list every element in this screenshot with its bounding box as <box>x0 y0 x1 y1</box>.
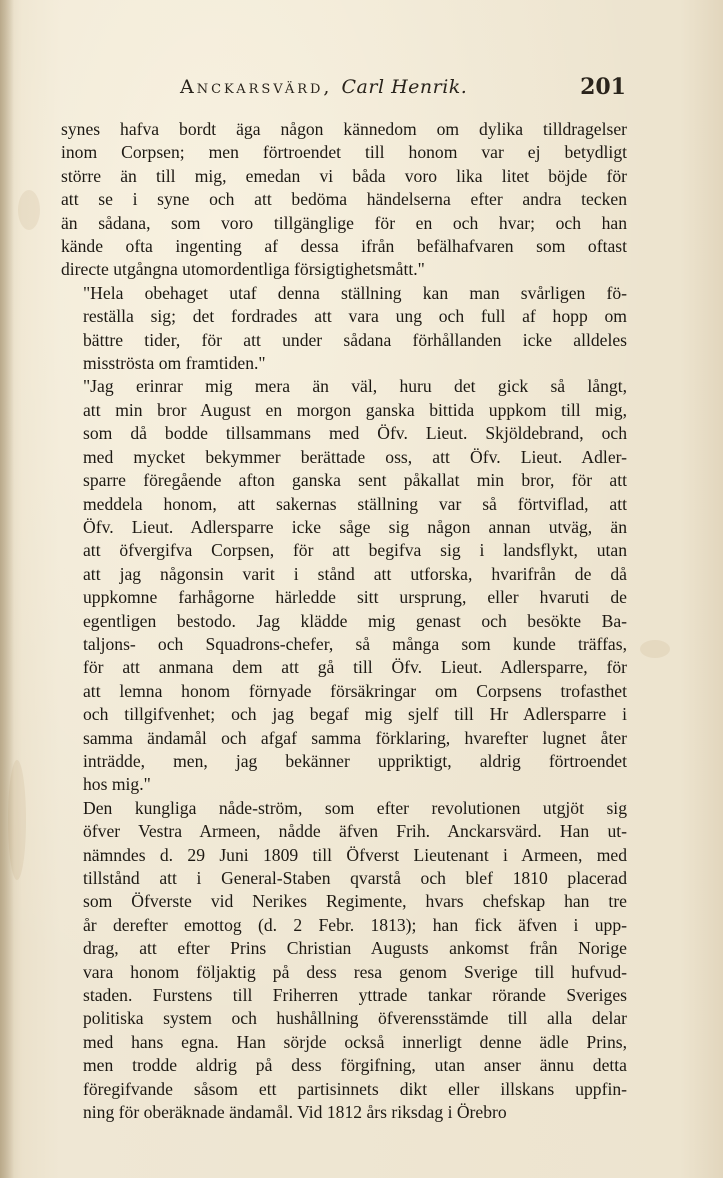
text-line: reställa sig; det fordrades att vara ung och full af hopp om <box>83 306 627 327</box>
text-line: föregifvande såsom ett partisinnets dikt eller illskans uppfin- <box>83 1078 627 1099</box>
text-line: öfver Vestra Armeen, nådde äfven Frih. Anckarsvärd. Han ut- <box>83 821 627 842</box>
text-line: uppkomne farhågorne härledde sitt ursprung, eller hvaruti de <box>83 587 627 608</box>
text-line: nämndes d. 29 Juni 1809 till Öfverst Lieutenant i Armeen, med <box>83 844 627 865</box>
text-line: men trodde aldrig på dess förgifning, utan anser ännu detta <box>83 1055 627 1076</box>
text-line: större än till mig, emedan vi båda voro lika litet böjde för <box>61 165 627 186</box>
text-line: sparre föregående afton ganska sent påkallat min bror, för att <box>83 470 627 491</box>
text-line: att jag någonsin varit i stånd att utforska, hvarifrån de då <box>83 563 627 584</box>
text-line: att min bror August en morgon ganska bittida uppkom till mig, <box>83 399 627 420</box>
paragraph <box>61 118 627 282</box>
text-line: som då bodde tillsammans med Öfv. Lieut. Skjöldebrand, och <box>83 423 627 444</box>
text-line: kände ofta ingenting af dessa ifrån befälhafvaren som oftast <box>61 236 627 257</box>
text-line: vara honom följaktig på dess resa genom Sverige till hufvud- <box>83 961 627 982</box>
paper-stain <box>640 640 670 658</box>
running-head-name: Anckarsvärd, <box>180 76 333 98</box>
text-line: med mycket bekymmer berättade oss, att Öfv. Lieut. Adler- <box>83 446 627 467</box>
body-text <box>61 118 627 1124</box>
text-line: misströsta om framtiden." <box>83 353 266 374</box>
text-line: inom Corpsen; men förtroendet till honom var ej betydligt <box>61 142 627 163</box>
text-line: att öfvergifva Corpsen, för att begifva sig i landsflykt, utan <box>83 540 627 561</box>
text-line: inträdde, men, jag bekänner uppriktigt, aldrig förtroendet <box>83 750 627 771</box>
text-line: bättre tider, för att under sådana förhållanden icke alldeles <box>83 329 627 350</box>
text-line: och tillgifvenhet; och jag begaf mig sjelf till Hr Adlersparre i <box>83 704 627 725</box>
text-line: än sådana, som voro tillgänglige för en och hvar; och han <box>61 212 627 233</box>
text-line: staden. Furstens till Friherren yttrade tankar rörande Sveriges <box>83 985 627 1006</box>
text-line: samma ändamål och afgaf samma förklaring, hvarefter lugnet åter <box>83 727 627 748</box>
paper-stain <box>18 190 40 230</box>
running-head <box>180 76 467 98</box>
text-line: drag, att efter Prins Christian Augusts ankomst från Norige <box>83 938 627 959</box>
text-line: "Jag erinrar mig mera än väl, huru det gick så långt, <box>83 376 627 397</box>
text-line: meddela honom, att sakernas ställning var så förtviflad, att <box>83 493 627 514</box>
text-line: tillstånd att i General-Staben qvarstå och blef 1810 placerad <box>83 868 627 888</box>
text-line: att lemna honom förnyade försäkringar om Corpsens trofasthet <box>83 680 627 701</box>
text-line: directe utgångna utomordentliga försigtighetsmått." <box>61 259 425 280</box>
text-line: för att anmana dem att gå till Öfv. Lieut. Adlersparre, för <box>83 657 627 678</box>
paragraph <box>61 375 627 796</box>
running-head-given-names: Carl Henrik. <box>341 76 468 98</box>
text-line: synes hafva bordt äga någon kännedom om dylika tilldragelser <box>61 119 627 139</box>
text-line: taljons- och Squadrons-chefer, så många som kunde träffas, <box>83 633 627 654</box>
text-line: Öfv. Lieut. Adlersparre icke såge sig någon annan utväg, än <box>83 516 627 537</box>
text-line: med hans egna. Han sörjde också innerligt denne ädle Prins, <box>83 1031 627 1052</box>
text-line: politiska system och hushållning öfverensstämde till alla delar <box>83 1008 627 1029</box>
text-line: att se i syne och att bedöma händelserna efter andra tecken <box>61 189 627 210</box>
text-line: "Hela obehaget utaf denna ställning kan man svårligen fö- <box>83 282 627 303</box>
binding-shadow <box>0 0 14 1178</box>
text-line: år derefter emottog (d. 2 Febr. 1813); han fick äfven i upp- <box>83 914 627 935</box>
page-number: 201 <box>580 74 626 100</box>
text-line: egentligen bestodo. Jag klädde mig genast och besökte Ba- <box>83 610 627 631</box>
paper-stain <box>8 760 26 880</box>
text-line: ning för oberäknade ändamål. Vid 1812 års riksdag i Örebro <box>83 1102 507 1123</box>
paragraph <box>61 797 627 1125</box>
page-header <box>60 72 626 106</box>
paragraph <box>61 282 627 376</box>
text-line: hos mig." <box>83 774 151 795</box>
text-line: som Öfverste vid Nerikes Regimente, hvars chefskap han tre <box>83 891 627 912</box>
text-line: Den kungliga nåde-ström, som efter revolutionen utgjöt sig <box>83 797 627 818</box>
